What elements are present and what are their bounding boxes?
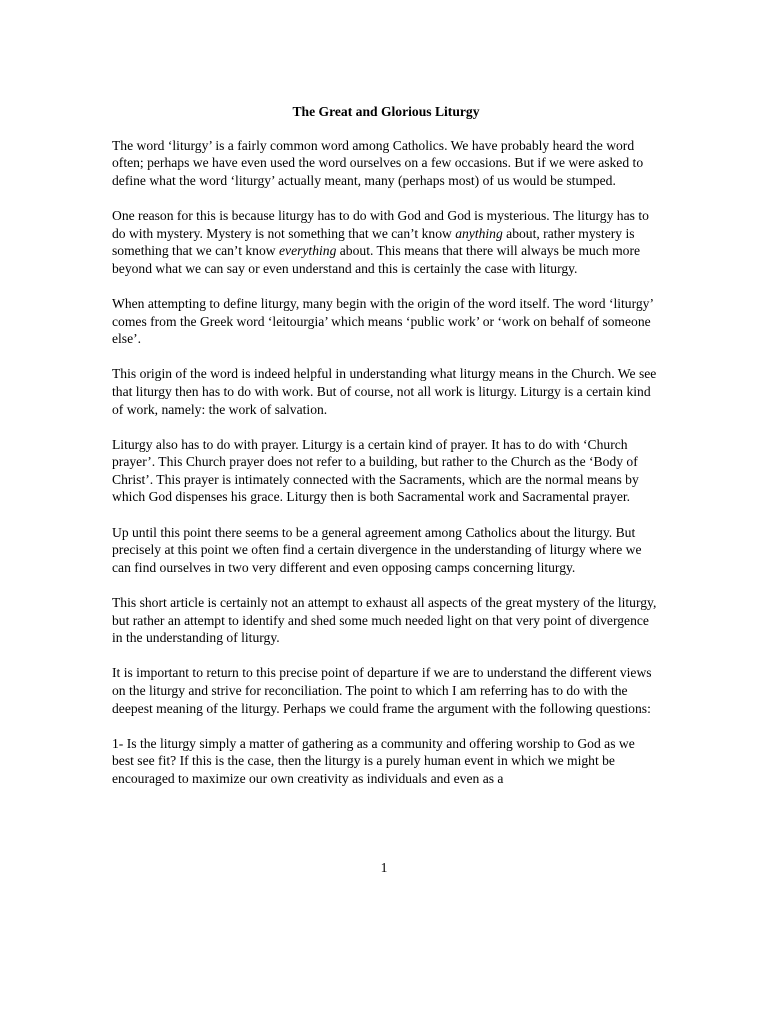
paragraph-4: This origin of the word is indeed helpful in understanding what liturgy means in the Church. We see that liturgy then has to do with work. But of course, not all work is liturgy. Liturgy is a certain kind of work, namely: the work of salvation.: [112, 366, 657, 417]
paragraph-8: It is important to return to this precise point of departure if we are to understand the different views on the liturgy and strive for reconciliation. The point to which I am referring has to do with the deepest meaning of the liturgy. Perhaps we could frame the argument with the following questions:: [112, 665, 652, 716]
paragraph-3: When attempting to define liturgy, many begin with the origin of the word itself. The word ‘liturgy’ comes from the Greek word ‘leitourgia’ which means ‘public work’ or ‘work on behalf of someone else’.: [112, 295, 653, 347]
paragraph-2-emphasis-anything: anything: [455, 225, 503, 241]
paragraph-2-part-1: One reason for this is because liturgy has to do with God and God is mysterious. The liturgy has to do with mystery. Mystery is not something that we can’t know: [112, 207, 649, 241]
paragraph-7: This short article is certainly not an attempt to exhaust all aspects of the great mystery of the liturgy, but rather an attempt to identify and shed some much needed light on that very point of divergence in the understanding of liturgy.: [112, 595, 657, 646]
document-body: [112, 103, 660, 788]
page-number: 1: [380, 860, 388, 875]
paragraph-2-part-3: about. This means that there will always be much more beyond what we can say or even understand and this is certainly the case with liturgy.: [112, 243, 641, 276]
paragraph-2-emphasis-everything: everything: [279, 243, 337, 259]
paragraph-2-part-2: about, rather mystery is something that we can’t know: [112, 225, 635, 259]
paragraph-5: Liturgy also has to do with prayer. Liturgy is a certain kind of prayer. It has to do with ‘Church prayer’. This Church prayer does not refer to a building, but rather to the Church as the ‘Body of Christ’. This prayer is intimately connected with the Sacraments, which are the normal means by which God dispenses his grace. Liturgy then is both Sacramental work and Sacramental prayer.: [112, 436, 639, 505]
paragraph-9: 1- Is the liturgy simply a matter of gathering as a community and offering worship to God as we best see fit? If this is the case, then the liturgy is a purely human event in which we might be encouraged to maximize our own creativity as individuals and even as a: [112, 735, 635, 786]
paragraph-1: The word ‘liturgy’ is a fairly common word among Catholics. We have probably heard the word often; perhaps we have even used the word ourselves on a few occasions. But if we were asked to define what the word ‘liturgy’ actually meant, many (perhaps most) of us would be stumped.: [112, 137, 644, 188]
paragraph-2: [112, 207, 660, 277]
paragraph-6: Up until this point there seems to be a general agreement among Catholics about the liturgy. But precisely at this point we often find a certain divergence in the understanding of liturgy where we can find ourselves in two very different and even opposing camps concerning liturgy.: [112, 524, 642, 575]
document-title: The Great and Glorious Liturgy: [292, 104, 480, 119]
